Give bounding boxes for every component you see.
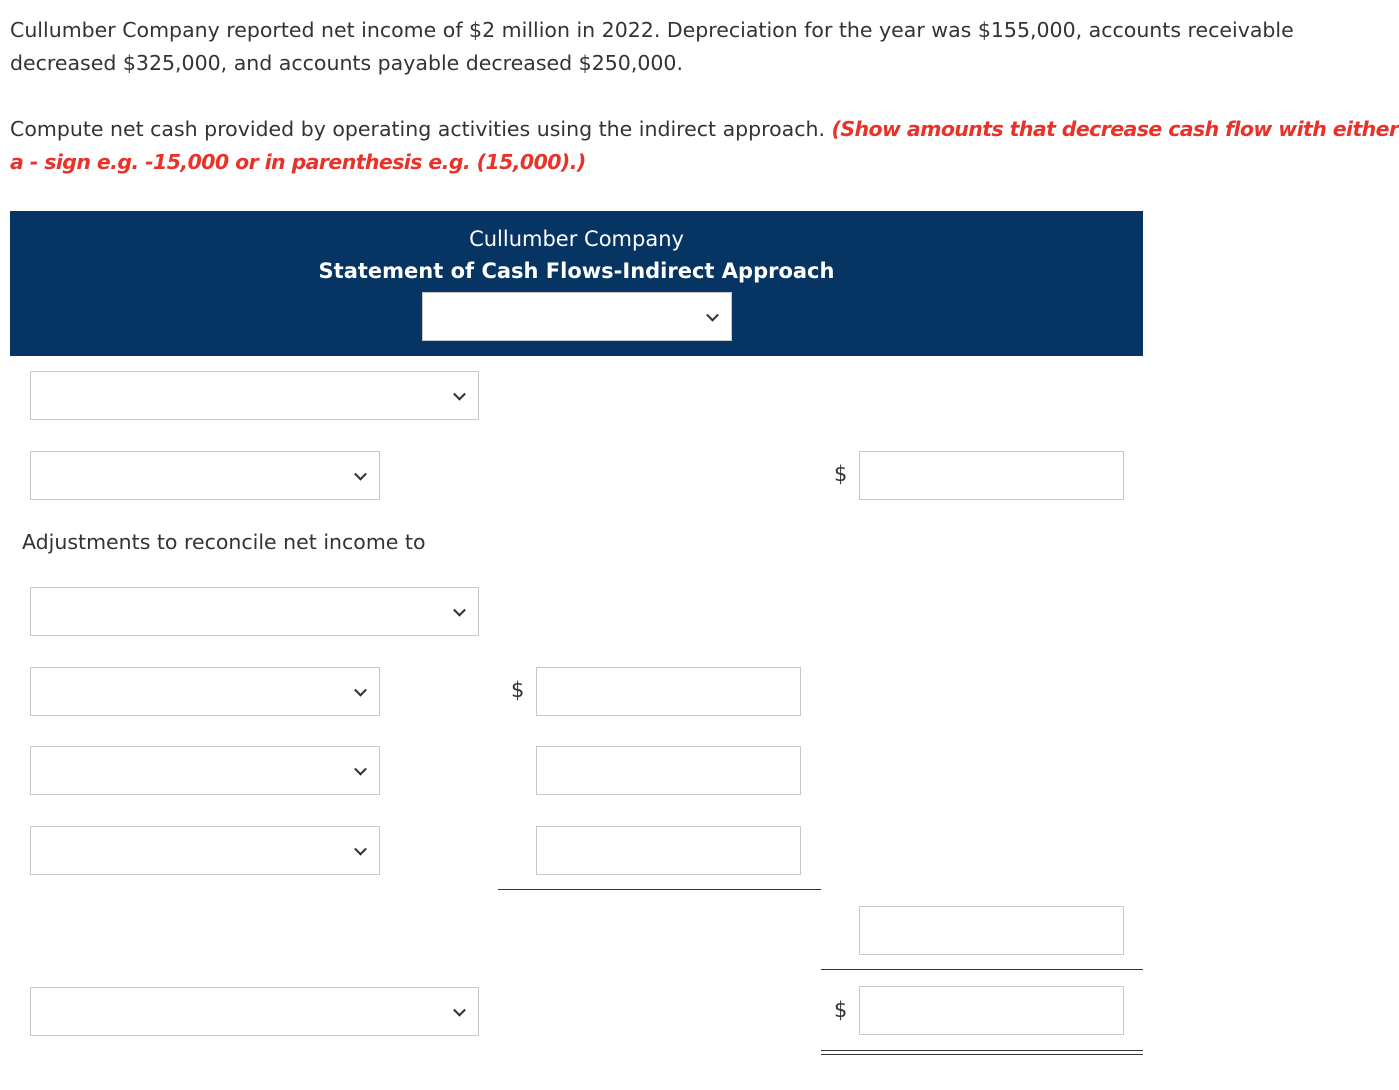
chevron-down-icon [354,467,367,480]
chevron-down-icon [354,842,367,855]
adjustment-3-input[interactable] [536,826,801,875]
dollar-sign: $ [511,678,525,702]
statement-title: Statement of Cash Flows-Indirect Approach [318,259,835,283]
period-select[interactable] [422,292,732,341]
adjustments-select[interactable] [30,587,479,636]
grand-total-double-rule [821,1050,1143,1055]
statement-header [10,211,1143,356]
adjustment-3-select[interactable] [30,826,380,875]
dollar-sign: $ [834,998,848,1022]
company-name: Cullumber Company [469,227,684,251]
chevron-down-icon [706,308,719,321]
problem-paragraph: Cullumber Company reported net income of $2 million in 2022. Depreciation for the year was $155,000, accounts receivable decreased $325,000, and accounts payable decreased $250,000. [10,18,1294,75]
net-cash-input[interactable] [859,986,1124,1035]
total-adjustments-input[interactable] [859,906,1124,955]
instruction-note: (Show amounts that decrease cash flow with either a - sign e.g. -15,000 or in parenthesis e.g. (15,000).) [10,117,1399,174]
net-cash-select[interactable] [30,987,479,1036]
problem-text [10,14,1395,80]
adjustment-2-input[interactable] [536,746,801,795]
adjustment-1-input[interactable] [536,667,801,716]
net-income-input[interactable] [859,451,1124,500]
net-income-select[interactable] [30,451,380,500]
chevron-down-icon [453,603,466,616]
chevron-down-icon [354,683,367,696]
total-rule [821,969,1143,970]
chevron-down-icon [453,387,466,400]
instruction-text [10,113,1399,179]
dollar-sign: $ [834,462,848,486]
chevron-down-icon [354,762,367,775]
chevron-down-icon [453,1003,466,1016]
instruction: Compute net cash provided by operating activities using the indirect approach. [10,117,826,141]
section-select[interactable] [30,371,479,420]
subtotal-rule [498,889,821,890]
adjustment-2-select[interactable] [30,746,380,795]
adjustments-label: Adjustments to reconcile net income to [22,530,426,554]
adjustment-1-select[interactable] [30,667,380,716]
